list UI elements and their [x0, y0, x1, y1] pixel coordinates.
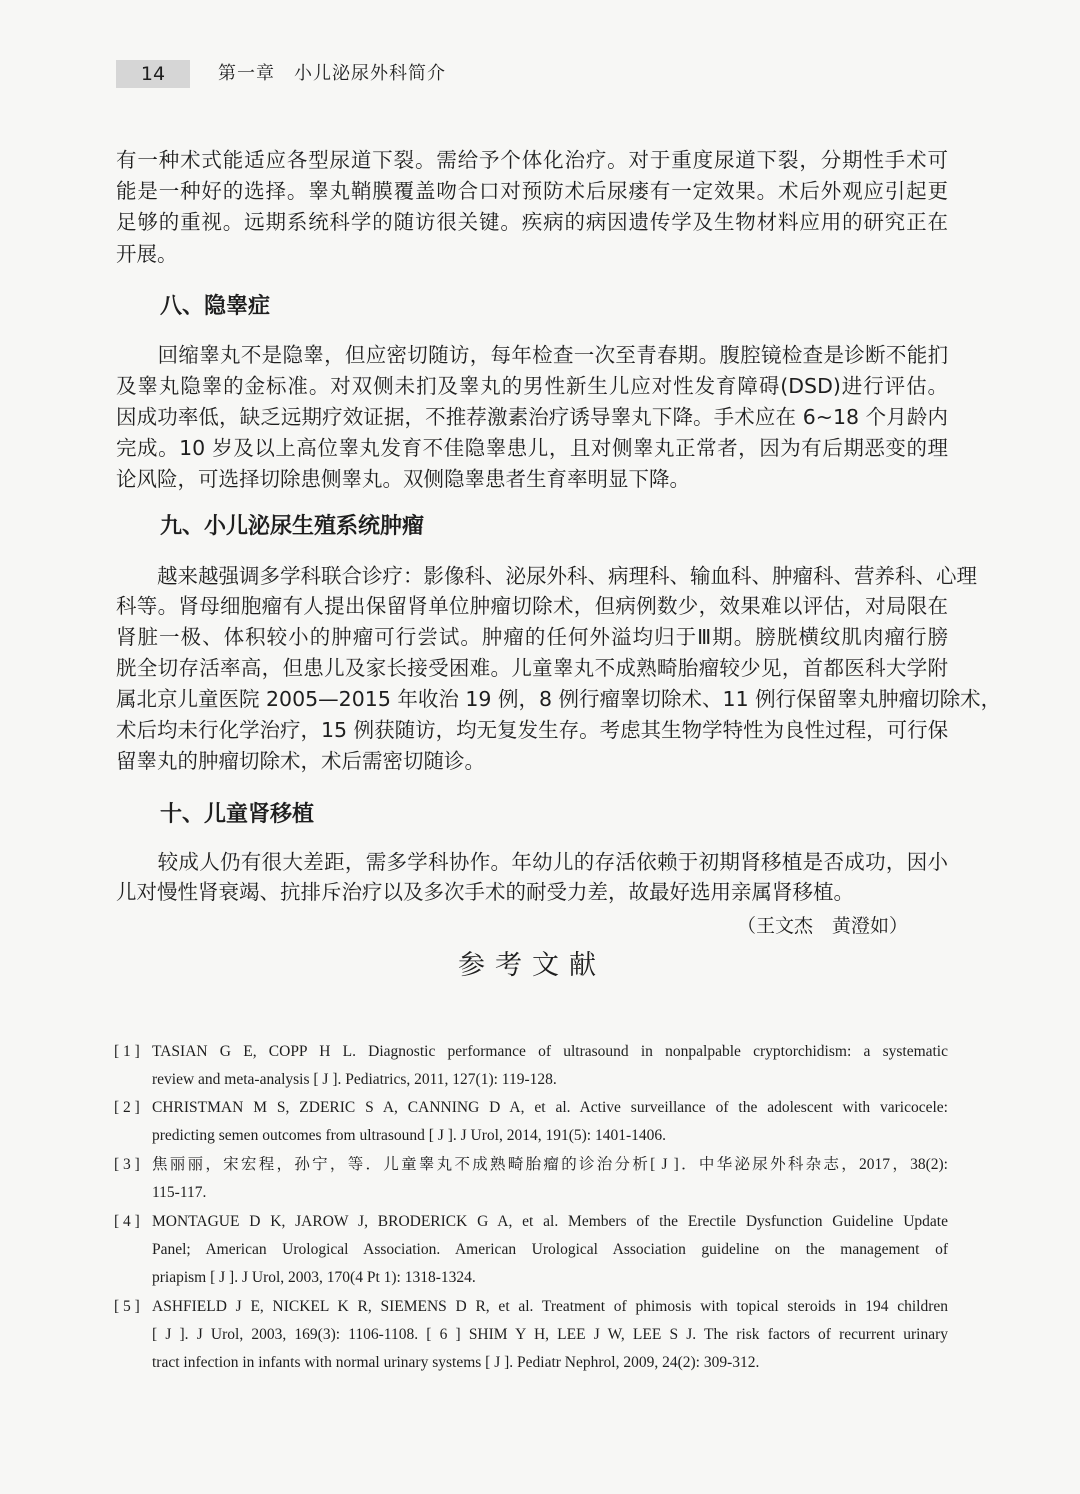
paragraph-line: 完成。10 岁及以上高位睾丸发育不佳隐睾患儿，且对侧睾丸正常者，因为有后期恶变的理 [116, 436, 948, 460]
references-title: 参考文献 [458, 950, 606, 981]
reference-line: review and meta-analysis [ J ]. Pediatrics, 2011, 127(1): 119-128. [152, 1071, 557, 1088]
paragraph-line: 科等。肾母细胞瘤有人提出保留肾单位肿瘤切除术，但病例数少，效果难以评估，对局限在 [116, 594, 948, 618]
paragraph-line: 有一种术式能适应各型尿道下裂。需给予个体化治疗。对于重度尿道下裂，分期性手术可 [116, 148, 948, 172]
paragraph-line: 较成人仍有很大差距，需多学科协作。年幼儿的存活依赖于初期肾移植是否成功，因小 [116, 850, 948, 874]
reference-number: [ 1 ] [114, 1043, 140, 1060]
reference-line: predicting semen outcomes from ultrasound [ J ]. J Urol, 2014, 191(5): 1401-1406. [152, 1127, 666, 1144]
paragraph-line: 足够的重视。远期系统科学的随访很关键。疾病的病因遗传学及生物材料应用的研究正在 [116, 210, 948, 234]
paragraph-line: 胱全切存活率高，但患儿及家长接受困难。儿童睾丸不成熟畸胎瘤较少见，首都医科大学附 [116, 656, 948, 680]
reference-line: Panel; American Urological Association. American Urological Association guideline on the management of [152, 1241, 948, 1258]
paragraph-line: 回缩睾丸不是隐睾，但应密切随访，每年检查一次至青春期。腹腔镜检查是诊断不能扪 [116, 343, 948, 367]
paragraph-line: 开展。 [116, 242, 178, 266]
section-heading: 八、隐睾症 [160, 293, 271, 319]
reference-line: CHRISTMAN M S, ZDERIC S A, CANNING D A, et al. Active surveillance of the adolescent with varicocele: [152, 1099, 948, 1116]
paragraph-line: 肾脏一极、体积较小的肿瘤可行尝试。肿瘤的任何外溢均归于Ⅲ期。膀胱横纹肌肉瘤行膀 [116, 625, 948, 649]
reference-line: tract infection in infants with normal urinary systems [ J ]. Pediatr Nephrol, 2009, 24(2): 309-312. [152, 1354, 760, 1371]
paragraph-line: 属北京儿童医院 2005—2015 年收治 19 例，8 例行瘤睾切除术、11 例行保留睾丸肿瘤切除术， [116, 687, 1002, 711]
page-number: 14 [140, 63, 166, 85]
reference-line: MONTAGUE D K, JAROW J, BRODERICK G A, et al. Members of the Erectile Dysfunction Guideline Update [152, 1213, 948, 1230]
paragraph-line: 及睾丸隐睾的金标准。对双侧未扪及睾丸的男性新生儿应对性发育障碍(DSD)进行评估。 [116, 374, 948, 398]
section-heading: 九、小儿泌尿生殖系统肿瘤 [160, 513, 425, 539]
authors: （王文杰 黄澄如） [736, 915, 908, 937]
paragraph-line: 论风险，可选择切除患侧睾丸。双侧隐睾患者生育率明显下降。 [116, 467, 690, 491]
paragraph-line: 留睾丸的肿瘤切除术，术后需密切随诊。 [116, 749, 485, 773]
reference-line: 焦丽丽，宋宏程，孙宁，等．儿童睾丸不成熟畸胎瘤的诊治分析[ J ]．中华泌尿外科杂志，2017，38(2): [152, 1156, 948, 1173]
reference-number: [ 5 ] [114, 1298, 140, 1315]
paragraph-line: 术后均未行化学治疗，15 例获随访，均无复发生存。考虑其生物学特性为良性过程，可行保 [116, 718, 949, 742]
reference-line: ASHFIELD J E, NICKEL K R, SIEMENS D R, et al. Treatment of phimosis with topical steroids in 194 children [152, 1298, 948, 1315]
paragraph-line: 因成功率低，缺乏远期疗效证据，不推荐激素治疗诱导睾丸下降。手术应在 6~18 个月龄内 [116, 405, 948, 429]
reference-line: priapism [ J ]. J Urol, 2003, 170(4 Pt 1): 1318-1324. [152, 1269, 476, 1286]
reference-number: [ 2 ] [114, 1099, 140, 1116]
reference-number: [ 4 ] [114, 1213, 140, 1230]
section-heading: 十、儿童肾移植 [160, 801, 315, 827]
paragraph-line: 能是一种好的选择。睾丸鞘膜覆盖吻合口对预防术后尿瘘有一定效果。术后外观应引起更 [116, 179, 948, 203]
paragraph-line: 越来越强调多学科联合诊疗：影像科、泌尿外科、病理科、输血科、肿瘤科、营养科、心理 [116, 564, 977, 588]
reference-line: 115-117. [152, 1184, 207, 1201]
paragraph-line: 儿对慢性肾衰竭、抗排斥治疗以及多次手术的耐受力差，故最好选用亲属肾移植。 [116, 880, 854, 904]
chapter-title: 第一章 小儿泌尿外科简介 [218, 63, 446, 84]
reference-number: [ 3 ] [114, 1156, 140, 1173]
reference-line: TASIAN G E, COPP H L. Diagnostic performance of ultrasound in nonpalpable cryptorchidism: a systematic [152, 1043, 948, 1060]
reference-line: [ J ]. J Urol, 2003, 169(3): 1106-1108. [ 6 ] SHIM Y H, LEE J W, LEE S J. The risk factors of recurrent urinary [152, 1326, 948, 1343]
